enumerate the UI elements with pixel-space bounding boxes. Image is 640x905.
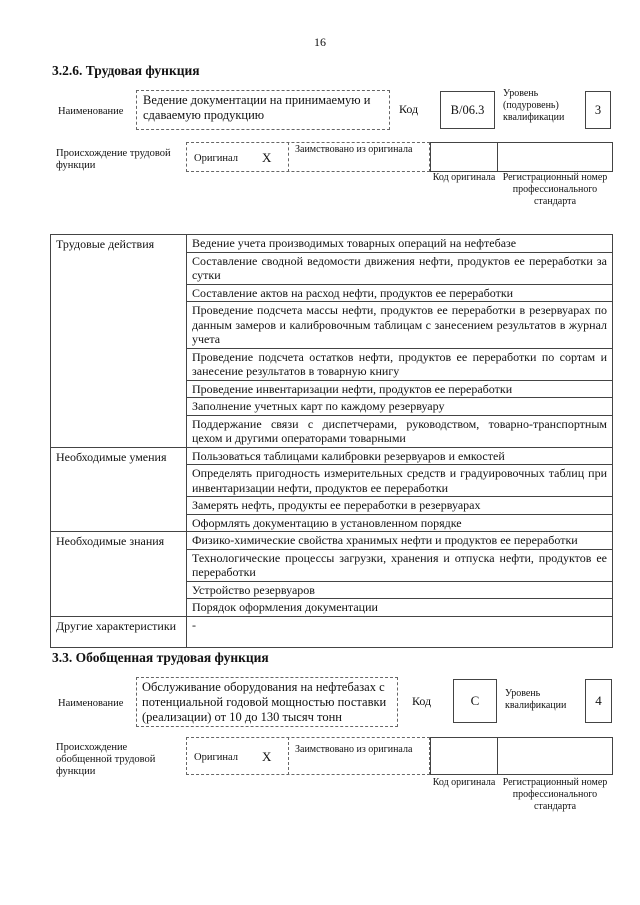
- table-cell: Составление сводной ведомости движения нефти, продуктов ее переработки за сутки: [187, 252, 613, 284]
- code-label: Код: [399, 102, 419, 116]
- level-label: Уровень квалификации: [505, 688, 567, 711]
- name-label: Наименование: [58, 106, 124, 117]
- section-heading-generalized: 3.3. Обобщенная трудовая функция: [52, 650, 269, 665]
- origin-label: Происхождение обобщенной трудовой функции: [56, 742, 156, 777]
- original-label: Оригинал: [194, 153, 238, 164]
- level-value: 3: [594, 102, 602, 117]
- category-knowledge: Необходимые знания: [51, 532, 187, 617]
- category-skills: Необходимые умения: [51, 447, 187, 532]
- table-row: [51, 447, 613, 465]
- level-value: 4: [595, 693, 602, 708]
- function-name-box: [136, 90, 390, 130]
- divider: [288, 737, 289, 775]
- category-other: Другие характеристики: [51, 616, 187, 647]
- level-box: [585, 679, 612, 723]
- note-code: Код оригинала: [432, 777, 496, 788]
- original-mark: Х: [262, 749, 272, 764]
- level-box: [585, 91, 611, 129]
- note-reg-number: Регистрационный номер профессионального стандарта: [502, 777, 608, 812]
- table-cell: Оформлять документацию в установленном порядке: [187, 514, 613, 532]
- table-cell: Физико-химические свойства хранимых нефти и продуктов ее переработки: [187, 532, 613, 550]
- table-cell: Заполнение учетных карт по каждому резервуару: [187, 398, 613, 416]
- function-details-table: [50, 234, 613, 648]
- reg-number-cell: [497, 142, 613, 172]
- code-value: В/06.3: [450, 102, 485, 117]
- generalized-name-box: [136, 677, 398, 727]
- table-cell: Проведение инвентаризации нефти, продуктов ее переработки: [187, 380, 613, 398]
- table-row: [51, 235, 613, 253]
- code-value: С: [470, 693, 480, 708]
- code-box: [440, 91, 495, 129]
- reg-number-cell: [497, 737, 613, 775]
- code-label: Код: [412, 694, 432, 708]
- table-cell: Поддержание связи с диспетчерами, руководством, товарно-транспортным цехом и другими операторами товарными: [187, 415, 613, 447]
- table-cell: Ведение учета производимых товарных операций на нефтебазе: [187, 235, 613, 253]
- level-label: Уровень (подуровень) квалификации: [503, 88, 565, 123]
- table-cell: Пользоваться таблицами калибровки резервуаров и емкостей: [187, 447, 613, 465]
- note-code: Код оригинала: [432, 172, 496, 183]
- table-cell: Технологические процессы загрузки, хранения и отпуска нефти, продуктов ее переработки: [187, 549, 613, 581]
- table-row: [51, 532, 613, 550]
- generalized-function-name: Обслуживание оборудования на нефтебазах с потенциальной годовой мощностью поставки (реализации) от 10 до 130 тысяч тонн: [142, 680, 387, 724]
- category-labor-actions: Трудовые действия: [51, 235, 187, 448]
- borrowed-label: Заимствовано из оригинала: [295, 144, 413, 155]
- table-cell: Порядок оформления документации: [187, 599, 613, 617]
- function-name: Ведение документации на принимаемую и сдаваемую продукцию: [143, 93, 371, 122]
- note-reg-number: Регистрационный номер профессионального стандарта: [502, 172, 608, 207]
- original-label: Оригинал: [194, 752, 238, 763]
- origin-label: Происхождение трудовой функции: [56, 148, 171, 171]
- borrowed-label: Заимствовано из оригинала: [295, 744, 413, 755]
- table-cell: -: [187, 616, 613, 647]
- original-mark: Х: [262, 150, 272, 165]
- table-cell: Проведение подсчета массы нефти, продуктов ее переработки в резервуарах по данным замеров и калибровочным таблицам с занесением результатов в журнал учета: [187, 302, 613, 349]
- section-heading: 3.2.6. Трудовая функция: [52, 63, 200, 78]
- code-box: [453, 679, 497, 723]
- original-code-cell: [430, 737, 498, 775]
- table-cell: Определять пригодность измерительных средств и градуировочных таблиц при инвентаризации нефти, продуктов ее переработки: [187, 465, 613, 497]
- original-code-cell: [430, 142, 498, 172]
- table-row: [51, 616, 613, 647]
- table-cell: Проведение подсчета остатков нефти, продуктов ее переработки по сортам и занесение результатов в товарную книгу: [187, 348, 613, 380]
- table-cell: Составление актов на расход нефти, продуктов ее переработки: [187, 284, 613, 302]
- table-cell: Замерять нефть, продукты ее переработки в резервуарах: [187, 497, 613, 515]
- name-label: Наименование: [58, 698, 124, 709]
- divider: [288, 142, 289, 172]
- table-cell: Устройство резервуаров: [187, 581, 613, 599]
- page-number: 16: [314, 35, 326, 49]
